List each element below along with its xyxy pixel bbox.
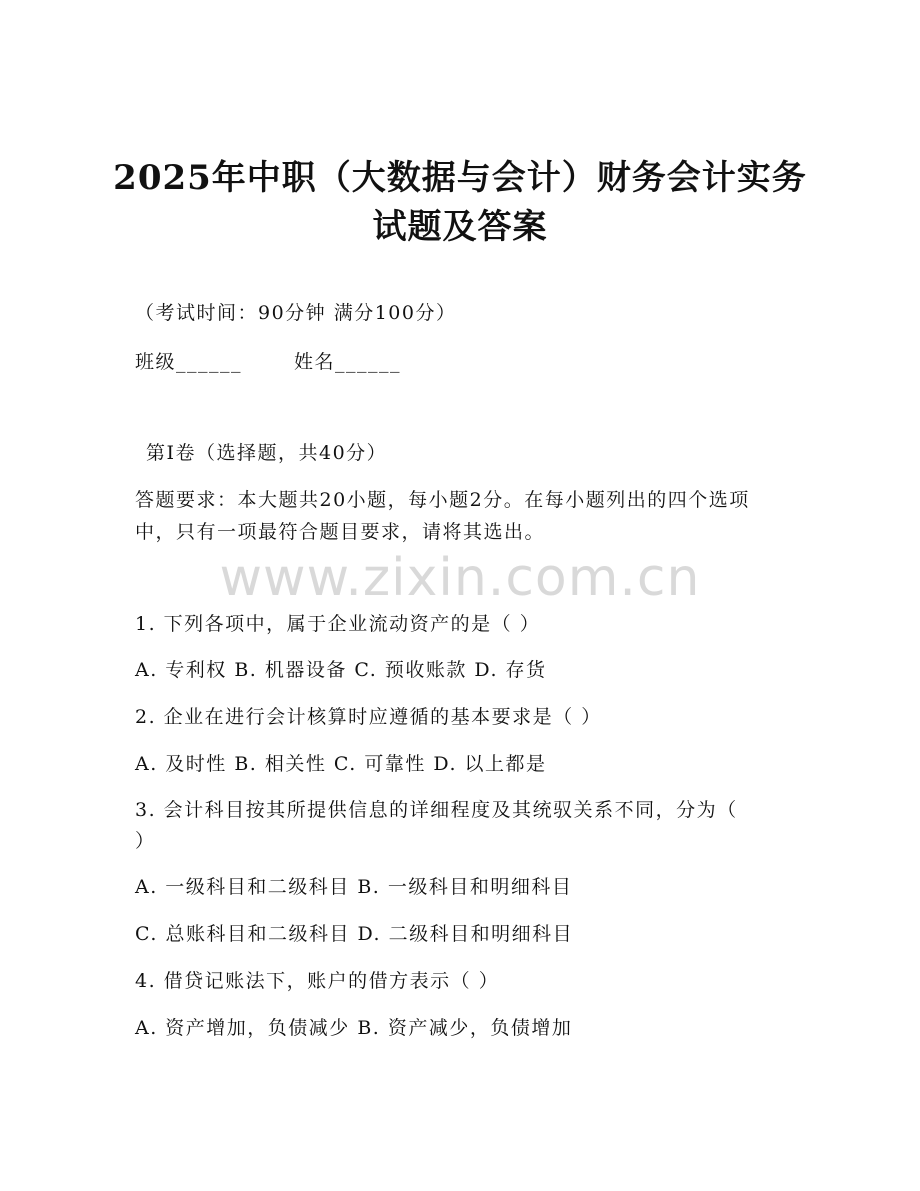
section-heading: 第I卷（选择题，共40分） [146, 442, 388, 464]
watermark: www.zixin.com.cn [219, 548, 701, 608]
instructions-line-1: 答题要求：本大题共20小题，每小题2分。在每小题列出的四个选项 [135, 489, 750, 511]
instructions-line-2: 中，只有一项最符合题目要求，请将其选出。 [135, 521, 546, 543]
document-title-line-2: 试题及答案 [372, 207, 548, 247]
question-3-stem-continued: ） [135, 830, 156, 852]
document-title-line-1: 2025年中职（大数据与会计）财务会计实务 [113, 158, 807, 198]
class-field-label: 班级______ [135, 351, 243, 373]
question-3-options-line-2: C. 总账科目和二级科目 D. 二级科目和明细科目 [135, 923, 574, 945]
question-4-options: A. 资产增加，负债减少 B. 资产减少，负债增加 [135, 1017, 573, 1039]
question-2-options: A. 及时性 B. 相关性 C. 可靠性 D. 以上都是 [135, 753, 547, 775]
question-2-stem: 2. 企业在进行会计核算时应遵循的基本要求是（ ） [135, 706, 602, 728]
exam-info: （考试时间：90分钟 满分100分） [135, 302, 457, 324]
question-1-options: A. 专利权 B. 机器设备 C. 预收账款 D. 存货 [135, 659, 547, 681]
name-field-label: 姓名______ [294, 351, 402, 373]
question-4-stem: 4. 借贷记账法下，账户的借方表示（ ） [135, 970, 500, 992]
question-1-stem: 1. 下列各项中，属于企业流动资产的是（ ） [135, 613, 541, 635]
question-3-options-line-1: A. 一级科目和二级科目 B. 一级科目和明细科目 [135, 876, 573, 898]
question-3-stem: 3. 会计科目按其所提供信息的详细程度及其统驭关系不同，分为（ [135, 799, 738, 821]
student-info-row [135, 349, 401, 375]
